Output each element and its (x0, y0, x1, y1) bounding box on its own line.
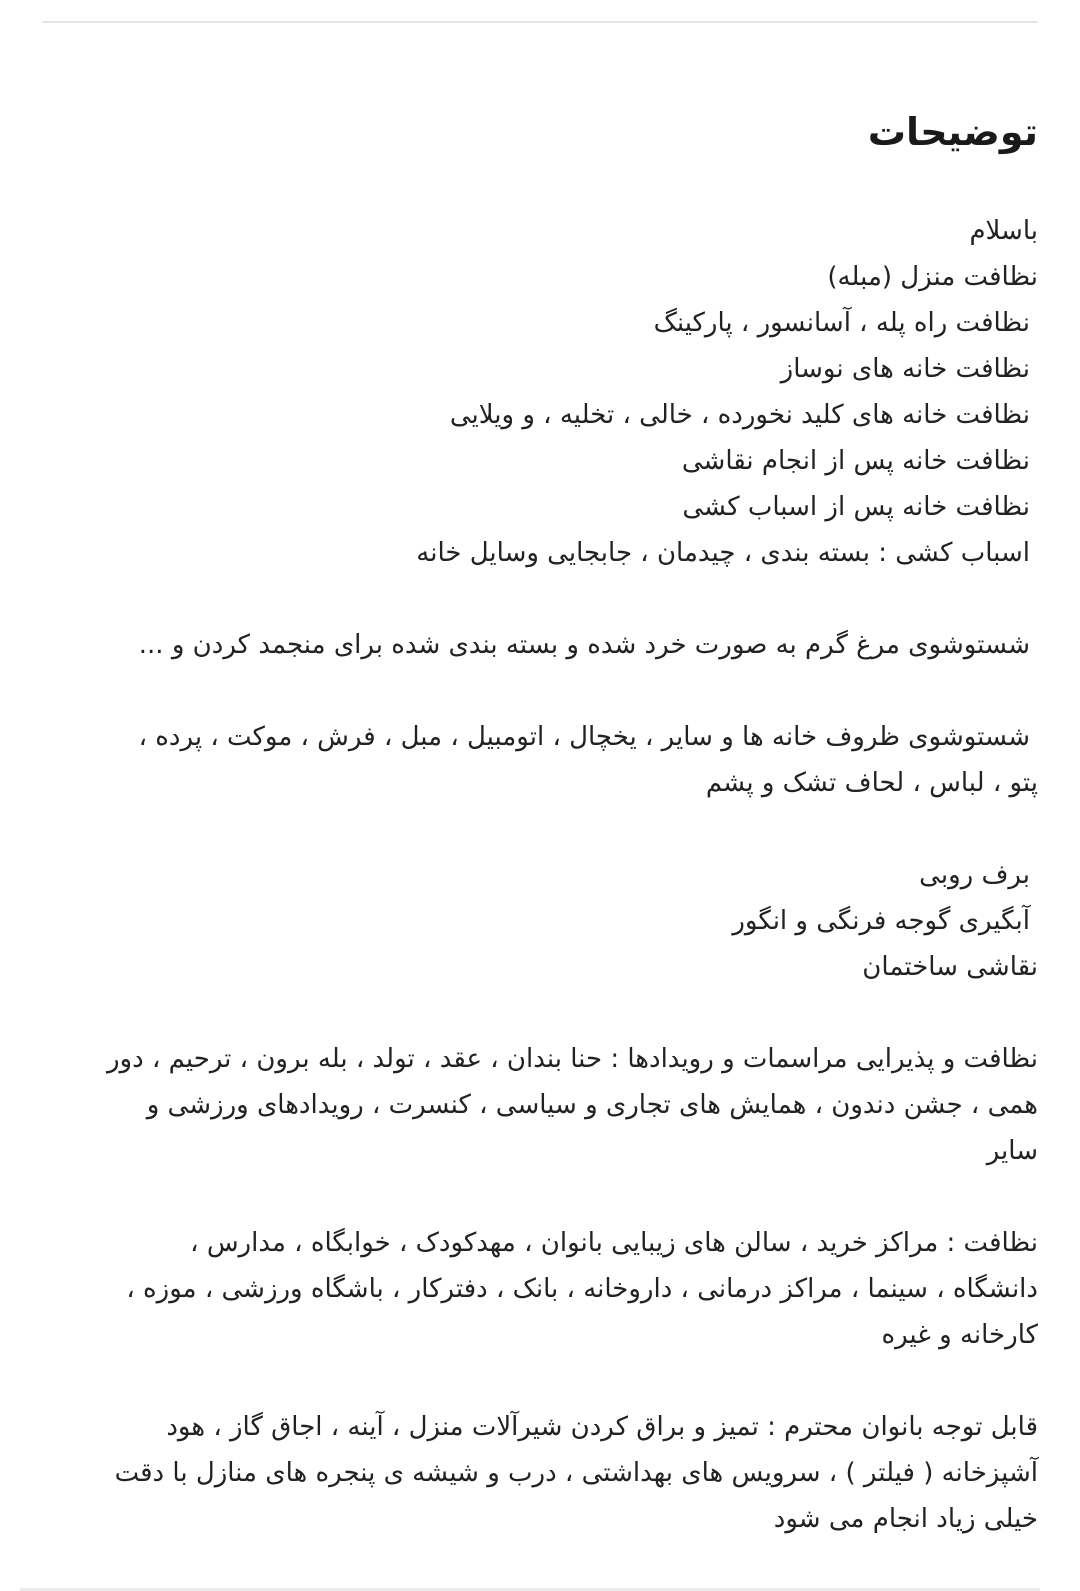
description-line: برف روبی (919, 860, 1030, 890)
description-line: نظافت خانه پس از اسباب کشی (682, 492, 1030, 522)
description-block-washing (42, 714, 1038, 806)
description-line: دانشگاه ، سینما ، مراکز درمانی ، داروخانه ، بانک ، دفترکار ، باشگاه ورزشی ، موزه ، (126, 1274, 1038, 1304)
description-line: نظافت راه پله ، آسانسور ، پارکینگ (653, 308, 1030, 338)
description-line: نظافت : مراکز خرید ، سالن های زیبایی بانوان ، مهدکودک ، خوابگاه ، مدارس ، (190, 1228, 1038, 1258)
description-body (42, 208, 1038, 1542)
description-block-notice (42, 1404, 1038, 1542)
description-line: باسلام (969, 216, 1038, 246)
description-line: قابل توجه بانوان محترم : تمیز و براق کردن شیرآلات منزل ، آینه ، اجاق گاز ، هود (166, 1412, 1038, 1442)
description-line: نقاشی ساختمان (862, 952, 1038, 982)
description-line: اسباب کشی : بسته بندی ، چیدمان ، جابجایی وسایل خانه (416, 538, 1030, 568)
description-block-chicken (42, 622, 1038, 668)
description-block-misc (42, 852, 1038, 990)
paragraph-gap (42, 990, 1038, 1036)
top-divider (42, 21, 1038, 23)
description-line: شستوشوی مرغ گرم به صورت خرد شده و بسته بندی شده برای منجمد کردن و ... (138, 630, 1030, 660)
description-line: شستوشوی ظروف خانه ها و سایر ، یخچال ، اتومبیل ، مبل ، فرش ، موکت ، پرده ، (138, 722, 1030, 752)
description-line: نظافت منزل (مبله) (827, 262, 1038, 292)
paragraph-gap (42, 1358, 1038, 1404)
description-line: سایر (986, 1136, 1038, 1166)
description-line: خیلی زیاد انجام می شود (773, 1504, 1038, 1534)
description-line: کارخانه و غیره (881, 1320, 1038, 1350)
description-line: نظافت خانه پس از انجام نقاشی (681, 446, 1030, 476)
description-line: نظافت و پذیرایی مراسمات و رویدادها : حنا بندان ، عقد ، تولد ، بله برون ، ترحیم ، دور (107, 1044, 1038, 1074)
description-line: آبگیری گوجه فرنگی و انگور (732, 906, 1030, 936)
paragraph-gap (42, 576, 1038, 622)
paragraph-gap (42, 1174, 1038, 1220)
description-block-commercial (42, 1220, 1038, 1358)
paragraph-gap (42, 668, 1038, 714)
description-line: آشپزخانه ( فیلتر ) ، سرویس های بهداشتی ، درب و شیشه ی پنجره های منازل با دقت (114, 1458, 1038, 1488)
description-line: نظافت خانه های کلید نخورده ، خالی ، تخلیه ، و ویلایی (449, 400, 1030, 430)
description-block-events (42, 1036, 1038, 1174)
description-line: پتو ، لباس ، لحاف تشک و پشم (705, 768, 1038, 798)
section-title: توضیحات (867, 110, 1038, 154)
description-block-services (42, 208, 1038, 576)
description-line: همی ، جشن دندون ، همایش های تجاری و سیاسی ، کنسرت ، رویدادهای ورزشی و (146, 1090, 1038, 1120)
paragraph-gap (42, 806, 1038, 852)
description-line: نظافت خانه های نوساز (780, 354, 1030, 384)
